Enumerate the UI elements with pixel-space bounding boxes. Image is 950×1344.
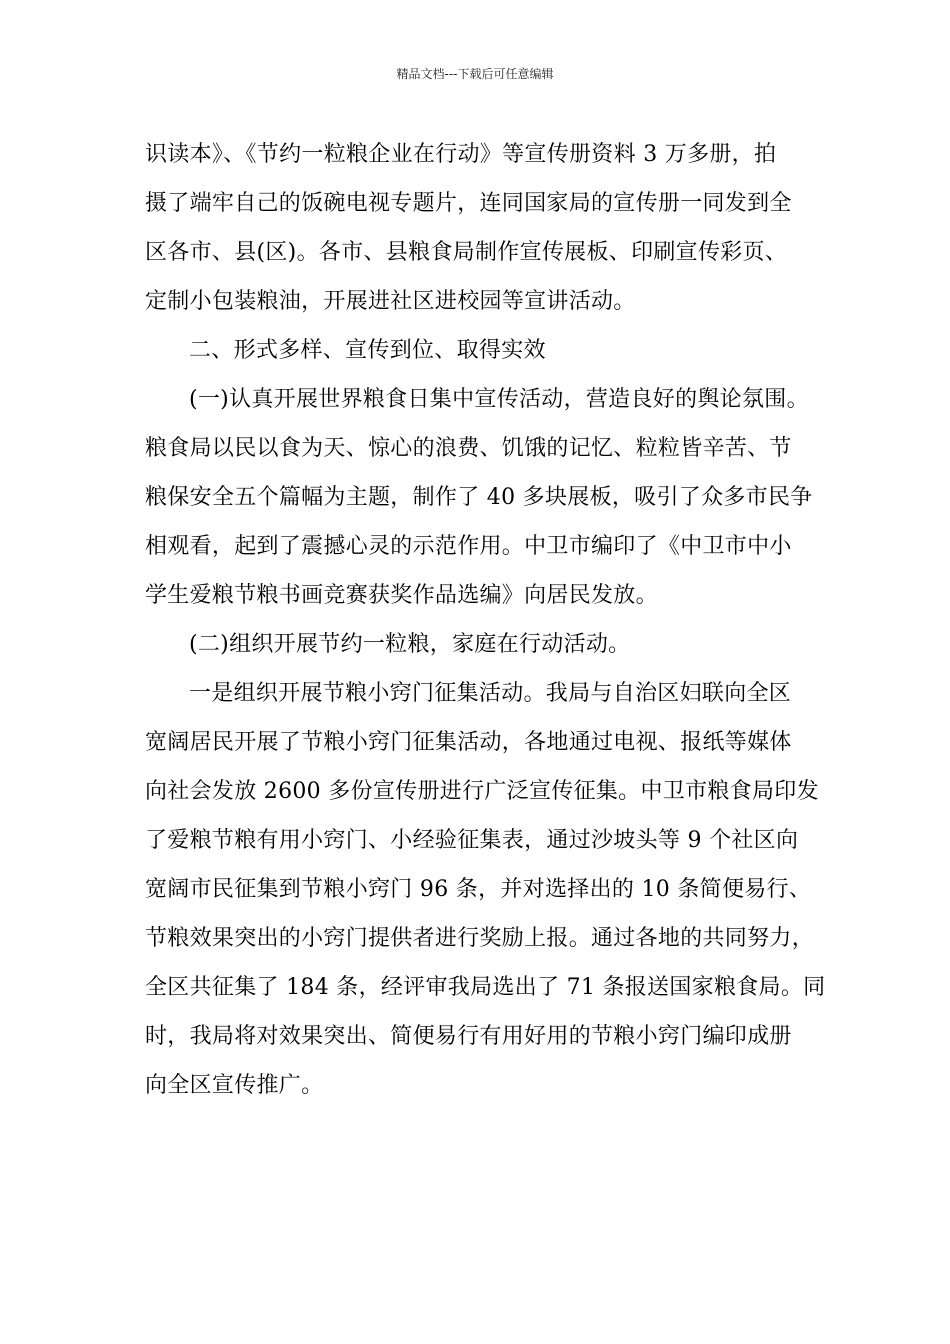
text-line: 全区共征集了 184 条，经评审我局选出了 71 条报送国家粮食局。同 [145,975,826,1000]
paragraph-start: 一是组织开展节粮小窍门征集活动。我局与自治区妇联向全区 [189,681,792,706]
text-line: 粮食局以民以食为天、惊心的浪费、饥饿的记忆、粒粒皆辛苦、节 [145,436,792,461]
subsection-heading: (二)组织开展节约一粒粮，家庭在行动活动。 [189,632,631,657]
text-line: 粮保安全五个篇幅为主题，制作了 40 多块展板，吸引了众多市民争 [145,485,813,510]
text-line: 了爱粮节粮有用小窍门、小经验征集表，通过沙坡头等 9 个社区向 [145,828,799,853]
section-heading: 二、形式多样、宣传到位、取得实效 [189,338,546,363]
text-line: 宽阔市民征集到节粮小窍门 96 条，并对选择出的 10 条简便易行、 [145,877,812,902]
text-line: 向社会发放 2600 多份宣传册进行广泛宣传征集。中卫市粮食局印发 [145,779,819,804]
text-line: 定制小包装粮油，开展进社区进校园等宣讲活动。 [145,289,636,314]
text-line: 宽阔居民开展了节粮小窍门征集活动，各地通过电视、报纸等媒体 [145,730,792,755]
document-body [145,130,826,1110]
text-line: 节粮效果突出的小窍门提供者进行奖励上报。通过各地的共同努力， [145,926,815,951]
text-line: 学生爱粮节粮书画竞赛获奖作品选编》向居民发放。 [145,583,658,608]
text-line: 区各市、县(区)。各市、县粮食局制作宣传展板、印刷宣传彩页、 [145,240,788,265]
text-line: 向全区宣传推广。 [145,1073,324,1098]
page-header: 精品文档---下载后可任意编辑 [396,67,554,81]
text-line: 摄了端牢自己的饭碗电视专题片，连同国家局的宣传册一同发到全 [145,191,792,216]
subsection-heading: (一)认真开展世界粮食日集中宣传活动，营造良好的舆论氛围。 [189,387,809,412]
text-line: 识读本》、《节约一粒粮企业在行动》等宣传册资料 3 万多册，拍 [145,142,777,167]
text-line: 时，我局将对效果突出、简便易行有用好用的节粮小窍门编印成册 [145,1024,792,1049]
text-line: 相观看，起到了震撼心灵的示范作用。中卫市编印了《中卫市中小 [145,534,792,559]
